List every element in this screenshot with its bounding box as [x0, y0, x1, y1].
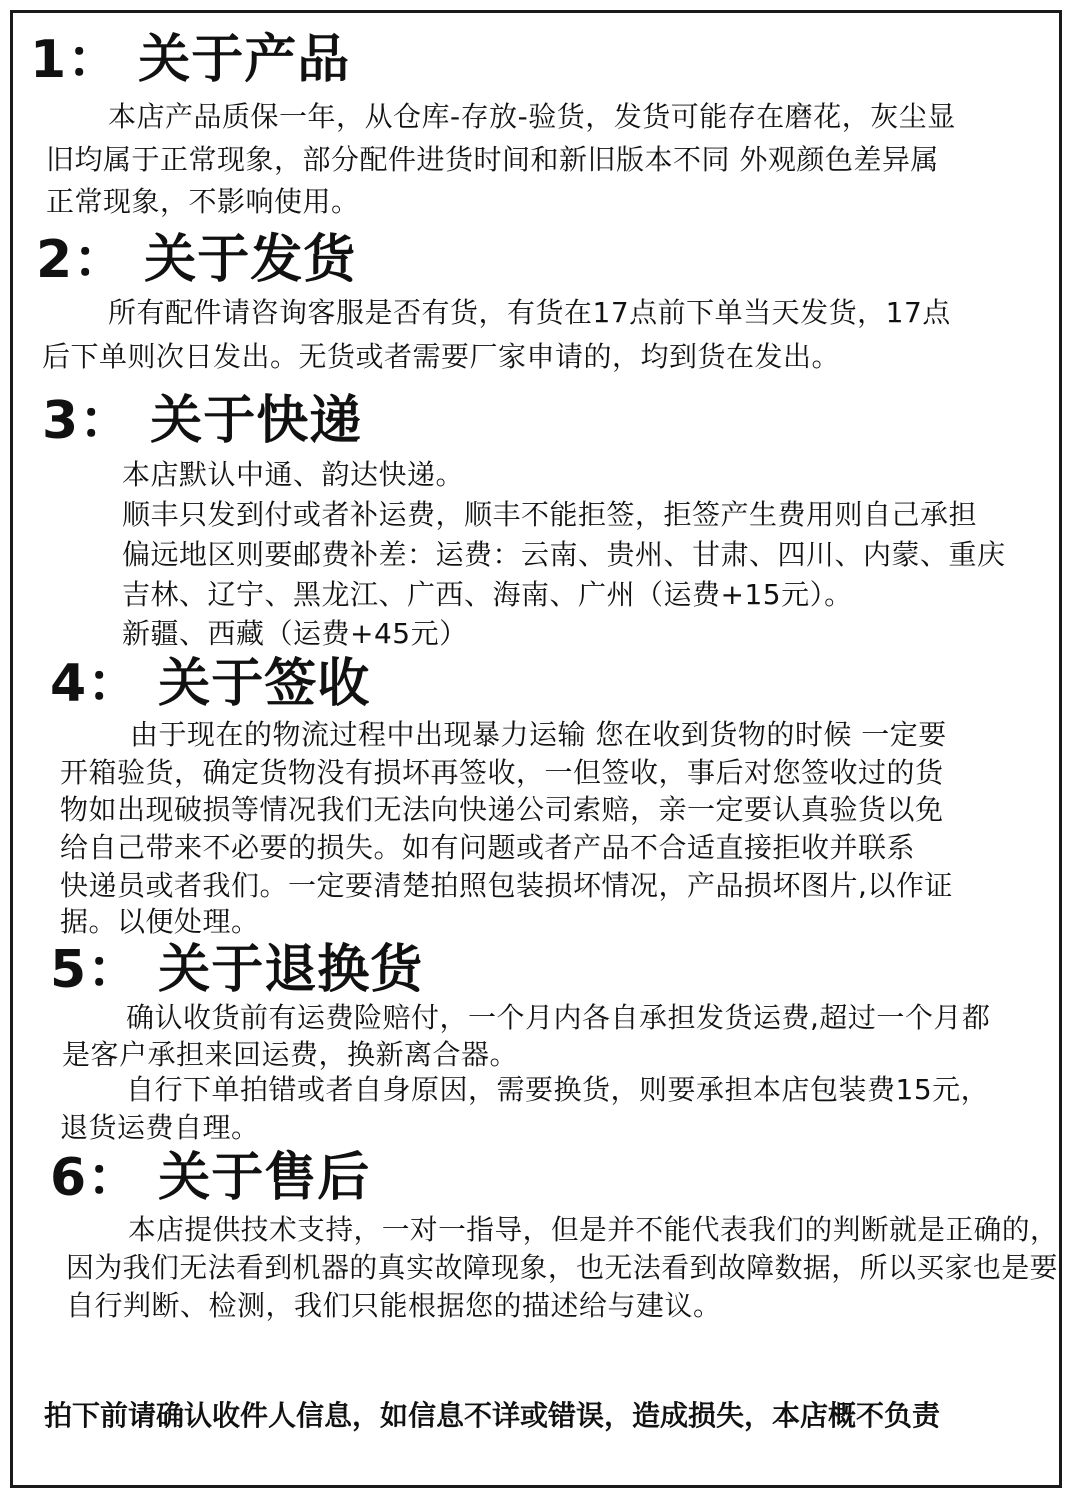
section-1-heading: 1： 关于产品 [30, 30, 351, 90]
section-6-heading: 6： 关于售后 [50, 1148, 371, 1208]
section-6-line-3: 自行判断、检测，我们只能根据您的描述给与建议。 [66, 1289, 722, 1322]
section-6-line-1: 本店提供技术支持，一对一指导，但是并不能代表我们的判断就是正确的， [128, 1213, 1059, 1246]
section-4-line-4: 给自己带来不必要的损失。如有问题或者产品不合适直接拒收并联系 [60, 831, 916, 864]
section-5-heading: 5： 关于退换货 [50, 940, 424, 1000]
section-2-heading: 2： 关于发货 [36, 230, 357, 290]
section-1-line-2: 旧均属于正常现象，部分配件进货时间和新旧版本不同 外观颜色差异属 [46, 143, 939, 176]
section-6-line-2: 因为我们无法看到机器的真实故障现象，也无法看到故障数据，所以买家也是要 [66, 1251, 1059, 1284]
section-3-heading: 3： 关于快递 [42, 391, 363, 451]
footer-notice: 拍下前请确认收件人信息，如信息不详或错误，造成损失，本店概不负责 [44, 1399, 941, 1432]
section-3-line-3: 偏远地区则要邮费补差：运费：云南、贵州、甘肃、四川、内蒙、重庆 [122, 538, 1006, 571]
section-4-line-5: 快递员或者我们。一定要清楚拍照包装损坏情况，产品损坏图片,以作证 [60, 869, 953, 902]
section-5-line-2: 是客户承担来回运费，换新离合器。 [62, 1038, 519, 1071]
section-3-line-4: 吉林、辽宁、黑龙江、广西、海南、广州（运费+15元）。 [122, 578, 853, 611]
section-1-line-1: 本店产品质保一年，从仓库-存放-验货，发货可能存在磨花，灰尘显 [108, 100, 956, 133]
section-5-line-4: 退货运费自理。 [60, 1111, 260, 1144]
section-2-line-2: 后下单则次日发出。无货或者需要厂家申请的，均到货在发出。 [42, 340, 841, 373]
section-3-line-1: 本店默认中通、韵达快递。 [122, 458, 465, 491]
section-4-line-3: 物如出现破损等情况我们无法向快递公司索赔，亲一定要认真验货以免 [60, 793, 944, 826]
section-4-heading: 4： 关于签收 [50, 654, 371, 714]
section-5-line-1: 确认收货前有运费险赔付，一个月内各自承担发货运费,超过一个月都 [126, 1001, 991, 1034]
section-4-line-1: 由于现在的物流过程中出现暴力运输 您在收到货物的时候 一定要 [130, 718, 947, 751]
section-5-line-3: 自行下单拍错或者自身原因，需要换货，则要承担本店包装费15元， [126, 1073, 990, 1106]
section-4-line-2: 开箱验货，确定货物没有损坏再签收，一但签收，事后对您签收过的货 [60, 756, 944, 789]
section-3-line-5: 新疆、西藏（运费+45元） [122, 617, 468, 650]
section-2-line-1: 所有配件请咨询客服是否有货，有货在17点前下单当天发货，17点 [108, 296, 951, 329]
section-1-line-3: 正常现象，不影响使用。 [46, 185, 360, 218]
section-3-line-2: 顺丰只发到付或者补运费，顺丰不能拒签，拒签产生费用则自己承担 [122, 498, 978, 531]
section-4-line-6: 据。以便处理。 [60, 905, 260, 938]
